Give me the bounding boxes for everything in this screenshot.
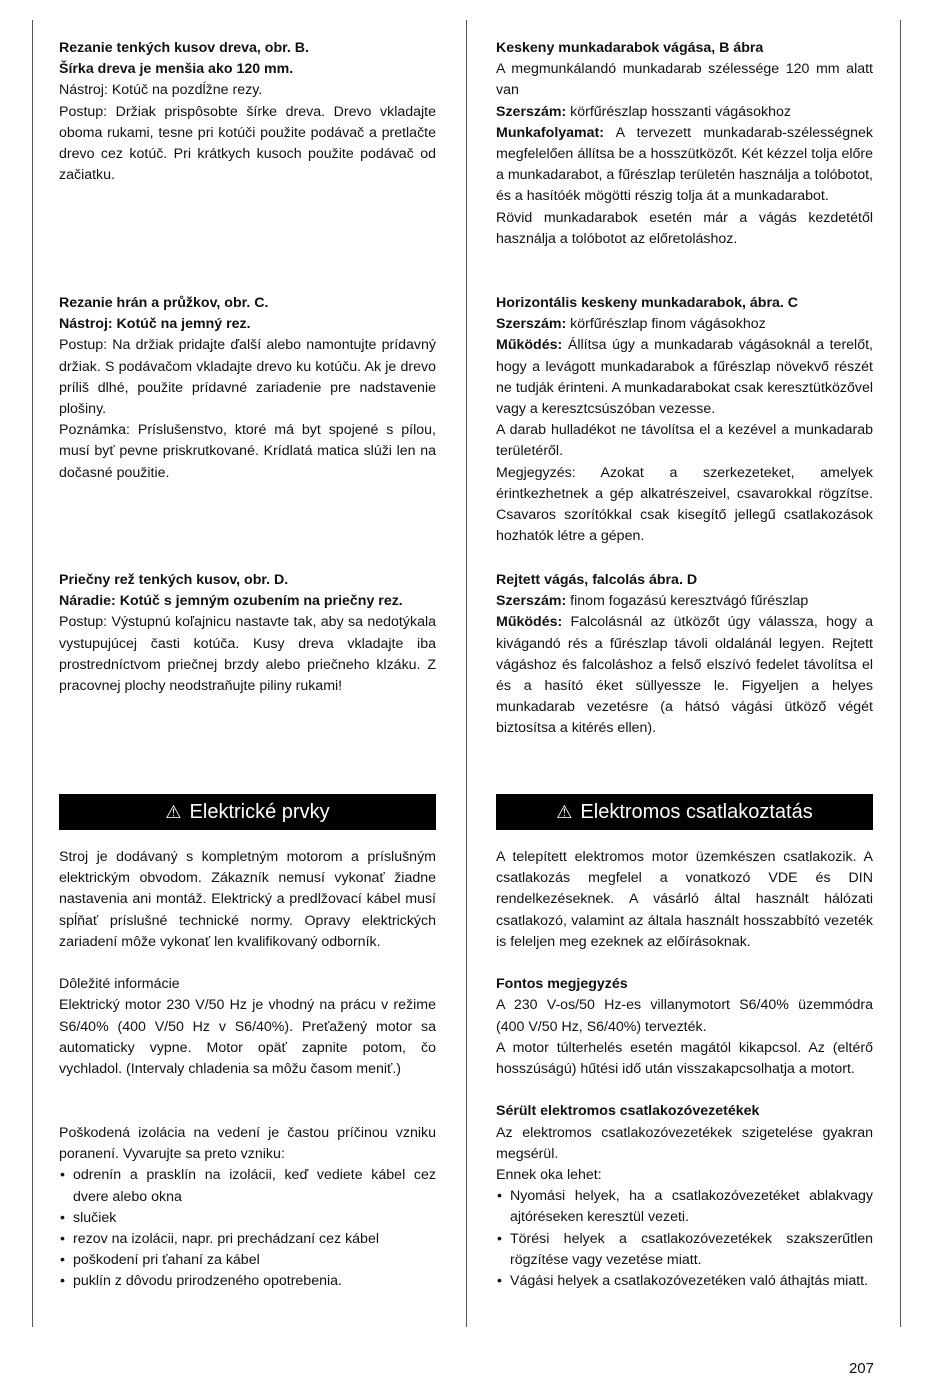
left-electrical-text [59,847,436,1080]
paragraph: Postup: Na držiak pridajte ďalší alebo namontujte prídavný držiak. S podávačom vkladajte drevo ku kotúču. Ak je drevo príliš dlhé, použite prídavné zariadenie pre nadstavenie plošiny. [59,337,436,418]
warning-icon: ⚠ [556,801,573,822]
paragraph [496,335,873,420]
right-electrical-text [496,847,873,1292]
section-heading: Priečny rež tenkých kusov, obr. D. [59,572,289,588]
section-heading: Rezanie tenkých kusov dreva, obr. B. [59,40,309,56]
paragraph [496,102,873,123]
section-subheading: Náradie: Kotúč s jemným ozubením na priečny rez. [59,593,403,610]
paragraph: Rövid munkadarabok esetén már a vágás kezdetétől használja a tolóbotot az előretoláshoz. [496,209,873,247]
left-margin-rule [32,20,33,1327]
paragraph [496,314,873,335]
label: Működés: [496,614,563,631]
list-item: • rezov na izolácii, napr. pri prechádzaní cez kábel [59,1229,436,1250]
section-subheading: Šírka dreva je menšia ako 120 mm. [59,61,294,78]
paragraph: A motor túlterhelés esetén magától kikapcsol. Az (eltérő hosszúságú) hűtési idő után visszakapcsolhatja a motort. [496,1039,873,1078]
subheading: Fontos megjegyzés [496,976,628,993]
banner-title: Elektromos csatlakoztatás [580,800,813,823]
right-margin-rule [900,20,901,1327]
list-item: • puklín z dôvodu prirodzeného opotrebenia. [59,1271,436,1292]
banner-title: Elektrické prvky [189,800,330,823]
page-number: 207 [848,1360,874,1377]
paragraph: A 230 V-os/50 Hz-es villanymotort S6/40% üzemmódra (400 V/50 Hz, S6/40%) tervezték. [496,997,873,1035]
value: körfűrészlap hosszanti vágásokhoz [570,103,791,120]
paragraph: Az elektromos csatlakozóvezetékek szigetelése gyakran megsérül. [496,1124,873,1162]
paragraph: Ennek oka lehet: [496,1167,602,1184]
value: Állítsa úgy a munkadarab vágásoknál a terelőt, hogy a levágott munkadarabok a fűrészlap növekvő részét ne tudják érinteni. A munkadarabokat csak keresztütközővel vagy a keresztcsúszóban vezesse. [496,337,873,418]
label: Működés: [496,337,563,354]
paragraph: Postup: Výstupnú koľajnicu nastavte tak, aby sa nedotýkala vystupujúcej časti kotúča. Kusy dreva vkladajte iba prostredníctvom priečnej brzdy alebo priečneho klzáku. Z pracovnej plochy neodstraňujte piliny rukami! [59,614,436,695]
label: Munkafolyamat: [496,124,604,141]
bullet-list [496,1186,873,1292]
paragraph: Poškodená izolácia na vedení je častou príčinou vzniku poranení. Vyvarujte sa preto vzniku: [59,1125,436,1163]
value: körfűrészlap finom vágásokhoz [570,316,766,333]
section-subheading: Nástroj: Kotúč na jemný rez. [59,316,251,333]
list-item: • Vágási helyek a csatlakozóvezetéken való áthajtás miatt. [496,1271,873,1292]
list-item: • odrenín a prasklín na izolácii, keď vediete kábel cez dvere alebo okna [59,1165,436,1207]
list-item: • Nyomási helyek, ha a csatlakozóvezetéket ablakvagy ajtóréseken keresztül vezeti. [496,1186,873,1228]
electrical-banner [59,794,436,830]
paragraph: Poznámka: Príslušenstvo, ktoré má byt spojené s pílou, musí byť pevne priskrutkované. Krídlatá matica slúži len na dočasné použitie. [59,422,436,481]
paragraph [496,612,873,739]
value: A tervezett munkadarab-szélességnek megfelelően állítsa be a hosszütközőt. Két kézzel tolja előre a munkadarabot, a fűrészlap területén használja a tolóbotot, és a hasítóék mögötti részig tolja át a munkadarabot. [496,124,874,205]
paragraph: A darab hulladékot ne távolítsa el a kezével a munkadarab területéről. [496,422,873,460]
left-insulation-text [59,1123,436,1293]
right-section-horizontal [496,293,873,547]
subheading: Dôležité informácie [59,976,180,993]
paragraph: Stroj je dodávaný s kompletným motorom a príslušným elektrickým obvodom. Zákazník nemusí vykonať žiadne nastavenia ani montáž. Elektrický a predlžovací kábel musí spĺňať príslušné technické normy. Opravy elektrických zariadení môže vykonať len kvalifikovaný odborník. [59,849,436,950]
section-heading: Rejtett vágás, falcolás ábra. D [496,572,698,588]
list-item: • slučiek [59,1208,436,1229]
paragraph [496,123,873,208]
paragraph: Megjegyzés: Azokat a szerkezeteket, amelyek érintkezhetnek a gép alkatrészeivel, csavarokkal rögzítse. Csavaros szorítókkal csak kisegítő jellegű csatlakozások hozhatók létre a gépen. [496,464,873,545]
label: Szerszám: [496,593,567,610]
paragraph: Postup: Držiak prispôsobte šírke dreva. Drevo vkladajte oboma rukami, tesne pri kotúči použite podávač a pretlačte drevo cez kotúč. Pri krátkych kusoch použite podávač od začiatku. [59,103,436,184]
subheading: Sérült elektromos csatlakozóvezetékek [496,1103,760,1120]
paragraph: A telepített elektromos motor üzemkészen csatlakozik. A csatlakozás megfelel a vonatkozó VDE és DIN rendelkezéseknek. A vásárló által használt hálózati csatlakozó, valamint az általa használt hosszabbító vezeték is feleljen meg ezeknek az előírásoknak. [496,849,873,950]
bullet-list [59,1165,436,1292]
section-heading: Horizontális keskeny munkadarabok, ábra. C [496,295,798,311]
section-heading: Keskeny munkadarabok vágása, B ábra [496,40,764,56]
value: finom fogazású keresztvágó fűrészlap [570,593,809,610]
list-item: • Törési helyek a csatlakozóvezetékek szakszerűtlen rögzítése vagy vezetése miatt. [496,1229,873,1271]
warning-icon: ⚠ [165,801,182,822]
paragraph: A megmunkálandó munkadarab szélessége 120 mm alatt van [496,61,873,99]
section-heading: Rezanie hrán a průžkov, obr. C. [59,295,269,311]
label: Szerszám: [496,316,567,333]
left-section-thin-pieces [59,38,436,186]
list-item: • poškodení pri ťahaní za kábel [59,1250,436,1271]
left-section-crosscut [59,570,436,697]
paragraph: Nástroj: Kotúč na pozdĺžne rezy. [59,82,263,99]
paragraph [496,591,873,612]
value: Falcolásnál az ütközőt úgy válassza, hogy a kivágandó rés a fűrészlap távoli oldalánál legyen. Rejtett vágáshoz és falcoláshoz a felső elszívó fedelet távolítsa el és a hasító éket süllyessze le. Figyeljen a helyes munkadarab vezetésre (a hátsó vágási ütköző végét biztosítsa a kitérés ellen). [496,614,873,737]
right-section-narrow-pieces [496,38,873,250]
electrical-connection-banner [496,794,873,830]
left-section-edges [59,293,436,484]
right-section-hidden-cut [496,570,873,740]
center-column-rule [466,20,467,1327]
label: Szerszám: [496,103,567,120]
paragraph: Elektrický motor 230 V/50 Hz je vhodný na prácu v režime S6/40% (400 V/50 Hz v S6/40%). Preťažený motor sa automaticky vypne. Motor opäť zapnite potom, čo vychladol. (Intervaly chladenia sa môžu časom meniť.) [59,997,436,1078]
